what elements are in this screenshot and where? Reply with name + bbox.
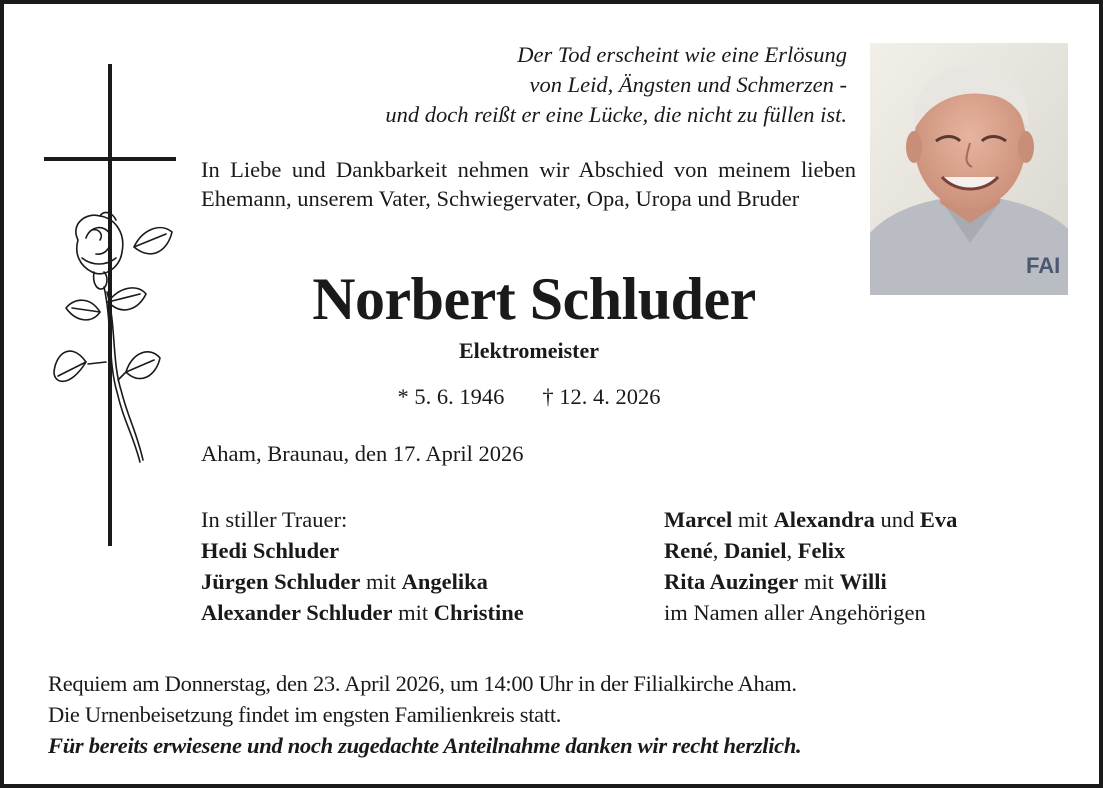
- mourner-connector: In stiller Trauer:: [201, 507, 348, 532]
- mourner-left-line: [201, 597, 524, 628]
- mourner-name: Willi: [839, 569, 887, 594]
- shirt-print: FAI: [1026, 253, 1061, 278]
- death-date: † 12. 4. 2026: [542, 384, 661, 409]
- mourner-name: Marcel: [664, 507, 733, 532]
- poem-line-2: von Leid, Ängsten und Schmerzen -: [529, 72, 847, 97]
- mourner-name: Christine: [433, 600, 524, 625]
- deceased-title: Elektromeister: [458, 338, 600, 363]
- mourner-right-line: [664, 535, 957, 566]
- mourner-name: René: [664, 538, 713, 563]
- mourner-name: Daniel: [724, 538, 787, 563]
- mourner-name: Alexander Schluder: [201, 600, 393, 625]
- deceased-name: Norbert Schluder: [312, 266, 756, 332]
- mourner-name: Eva: [919, 507, 958, 532]
- mourner-connector: ,: [786, 538, 798, 563]
- requiem-line: Requiem am Donnerstag, den 23. April 2026, um 14:00 Uhr in der Filialkirche Aham.: [48, 671, 797, 696]
- mourner-name: Angelika: [401, 569, 488, 594]
- birth-date: * 5. 6. 1946: [397, 384, 505, 409]
- life-dates: [4, 382, 1054, 412]
- mourner-name: Hedi Schluder: [201, 538, 340, 563]
- mourners-left-column: [201, 504, 524, 628]
- poem-line-1: Der Tod erscheint wie eine Erlösung: [517, 42, 847, 67]
- mourner-connector: im Namen aller Angehörigen: [664, 600, 926, 625]
- mourner-right-line: [664, 504, 957, 535]
- mourner-right-line: [664, 597, 957, 628]
- poem: [385, 40, 847, 130]
- poem-line-3: und doch reißt er eine Lücke, die nicht zu füllen ist.: [385, 102, 847, 127]
- intro-text: In Liebe und Dankbarkeit nehmen wir Abschied von meinem lieben Ehemann, unserem Vater, Schwiegervater, Opa, Uropa und Bruder: [201, 157, 856, 211]
- mourner-left-line: [201, 504, 524, 535]
- service-info: [48, 668, 801, 761]
- mourner-connector: mit: [798, 569, 840, 594]
- mourner-name: Felix: [797, 538, 846, 563]
- mourners-right-column: [664, 504, 957, 628]
- mourner-name: Alexandra: [773, 507, 875, 532]
- mourner-left-line: [201, 535, 524, 566]
- mourner-right-line: [664, 566, 957, 597]
- mourner-left-line: [201, 566, 524, 597]
- mourner-connector: und: [874, 507, 920, 532]
- portrait-photo: [870, 43, 1068, 295]
- mourner-connector: ,: [712, 538, 724, 563]
- mourner-name: Rita Auzinger: [664, 569, 799, 594]
- mourner-connector: mit: [392, 600, 434, 625]
- mourner-name: Jürgen Schluder: [201, 569, 361, 594]
- urn-line: Die Urnenbeisetzung findet im engsten Familienkreis statt.: [48, 702, 562, 727]
- mourner-connector: mit: [732, 507, 774, 532]
- mourner-connector: mit: [360, 569, 402, 594]
- thanks-line: Für bereits erwiesene und noch zugedachte Anteilnahme danken wir recht herzlich.: [48, 733, 802, 758]
- place-date: Aham, Braunau, den 17. April 2026: [201, 441, 524, 466]
